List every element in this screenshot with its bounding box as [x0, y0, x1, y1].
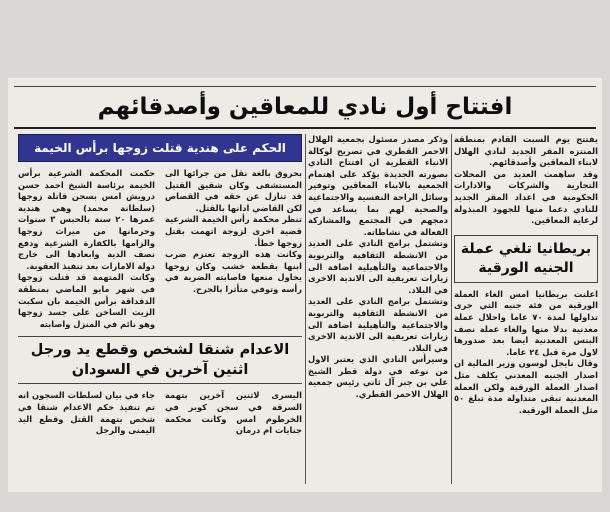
article-column-middle	[308, 134, 448, 484]
two-column-text	[18, 168, 302, 330]
subheading-britain: بريطانيا تلغي عملة الجنيه الورقية	[454, 235, 598, 283]
paragraph: تنظر محكمة رأس الخيمة الشرعية قضية اخرى لزوجة اتهمت بقتل زوجها خطأ.	[165, 214, 302, 248]
boxed-heading: الحكم على هندية قتلت زوجها برأس الخيمة	[18, 134, 302, 162]
paragraph: وسيرأس النادي الذي يعتبر الاول من نوعه في دولة قطر الشيخ علي بن جبر آل ثاني رئيس جمعية الهلال الاحمر القطري.	[308, 354, 448, 400]
column-divider	[451, 134, 452, 484]
paragraph: وذكر مصدر مسئول بجمعية الهلال الاحمر القطري في تصريح لوكالة الانباء القطرية ان افتتاح النادي بصورته الجديدة يؤكد على اهتمام الجمعية بالابناء المعاقين وتوفير وسائل الراحة النفسية والاجتماعية والصحية لهم بما يساعد في دمجهم في المجتمع والمشاركة الفعالة في نشاطاته.	[308, 134, 448, 237]
newspaper-page	[8, 78, 602, 492]
paragraph: وقد ساهمت العديد من المحلات التجارية والشركات والادارات الحكومية في اعداد المقر الجديد للنادي دعما منها للجهود المبذولة لرعاية المعاقين.	[454, 168, 598, 226]
paragraph: وتشتمل برامج النادي على العديد من الانشطة الثقافية والتربوية والاجتماعية والتأهيلية اضافة الى زيارات تعريفية الى الاندية الاخرى في البلاد.	[308, 238, 448, 295]
text-column	[165, 390, 302, 436]
paragraph: جاء في بيان لسلطات السجون انه تم تنفيذ حكم الاعدام شنقا في شخص بتهمة القتل وقطع اليد اليمنى والرجل	[18, 390, 155, 436]
main-headline	[14, 86, 596, 129]
paragraph: وكانت هذه الزوجة تعتزم ضرب ابنها بقطعة خشب وكان زوجها يحاول منعها فاصابته الضربة في رأسه وتوفي متأثرا بالجرح.	[165, 249, 302, 294]
headline-text: افتتاح أول نادي للمعاقين وأصدقائهم	[97, 94, 513, 120]
text-column	[18, 390, 155, 436]
subheading-sudan: الاعدام شنقا لشخص وقطع يد ورجل اثنين آخرين في السودان	[18, 336, 302, 384]
paragraph: حكمت المحكمة الشرعية برأس الخيمة برئاسة الشيخ احمد حسن درويش امس بسجن قاتلة زوجها (سلطانة محمد) وهي هندية عمرها ٢٠ سنة بالحبس ٣ سنوات وحرمانها من ميراث زوجها والزامها بالكفارة الشرعية ودفع نصف الدية وابعادها الى خارج دولة الامارات بعد تنفيذ العقوبة.	[18, 168, 155, 271]
paragraph: اعلنت بريطانيا امس الغاء العملة الورقية من فئة جنيه التي جرى تداولها لمدة ٧٠ عاما واحلال عملة معدنية بدلا منها والغاء عملة نصف البنس المعدنية ايضا بعد صدورها لاول مرة قبل ٢٤ عاما.	[454, 288, 598, 357]
article-block-left	[18, 134, 302, 484]
paragraph: اليسرى لاثنين آخرين بتهمة السرقة في سجن كوبر في الخرطوم امس وكانت محكمة جنايات ام درمان	[165, 390, 302, 436]
text-column	[165, 168, 302, 330]
paragraph: وتشتمل برامج النادي على العديد من الانشطة الثقافية والتربوية والاجتماعية والتأهيلية اضافة الى زيارات تعريفية الى الاندية الاخرى في البلاد.	[308, 296, 448, 353]
two-column-text	[18, 390, 302, 436]
article-column-right	[454, 134, 598, 484]
paragraph: وكانت المتهمة قد قتلت زوجها في شهر مايو الماضي بمنطقة الدقداقة برأس الخيمة بان سكبت الزيت الساخن على جسد زوجها وهو نائم في المنزل واصابته	[18, 272, 155, 329]
paragraph: بحروق بالغة نقل من جرائها الى المستشفى وكان شقيق القتيل قد تنازل عن حقه في القصاص لكن القاضي ادانها بالقتل.	[165, 168, 302, 213]
paragraph: يفتتح يوم السبت القادم بمنطقة المنتزه المقر الجديد لنادي الهلال لابناء المعاقين وأصدقائهم.	[454, 134, 598, 168]
text-column	[18, 168, 155, 330]
paragraph: وقال نايجل لوسون وزير المالية ان اصدار الجنيه المعدني يكلف مثل اصدار العملة الورقية ولكن العملة المعدنية تبقى متداولة مدة تبلغ ٥٠ مثل العملة الورقية.	[454, 358, 598, 415]
column-divider	[305, 134, 306, 484]
